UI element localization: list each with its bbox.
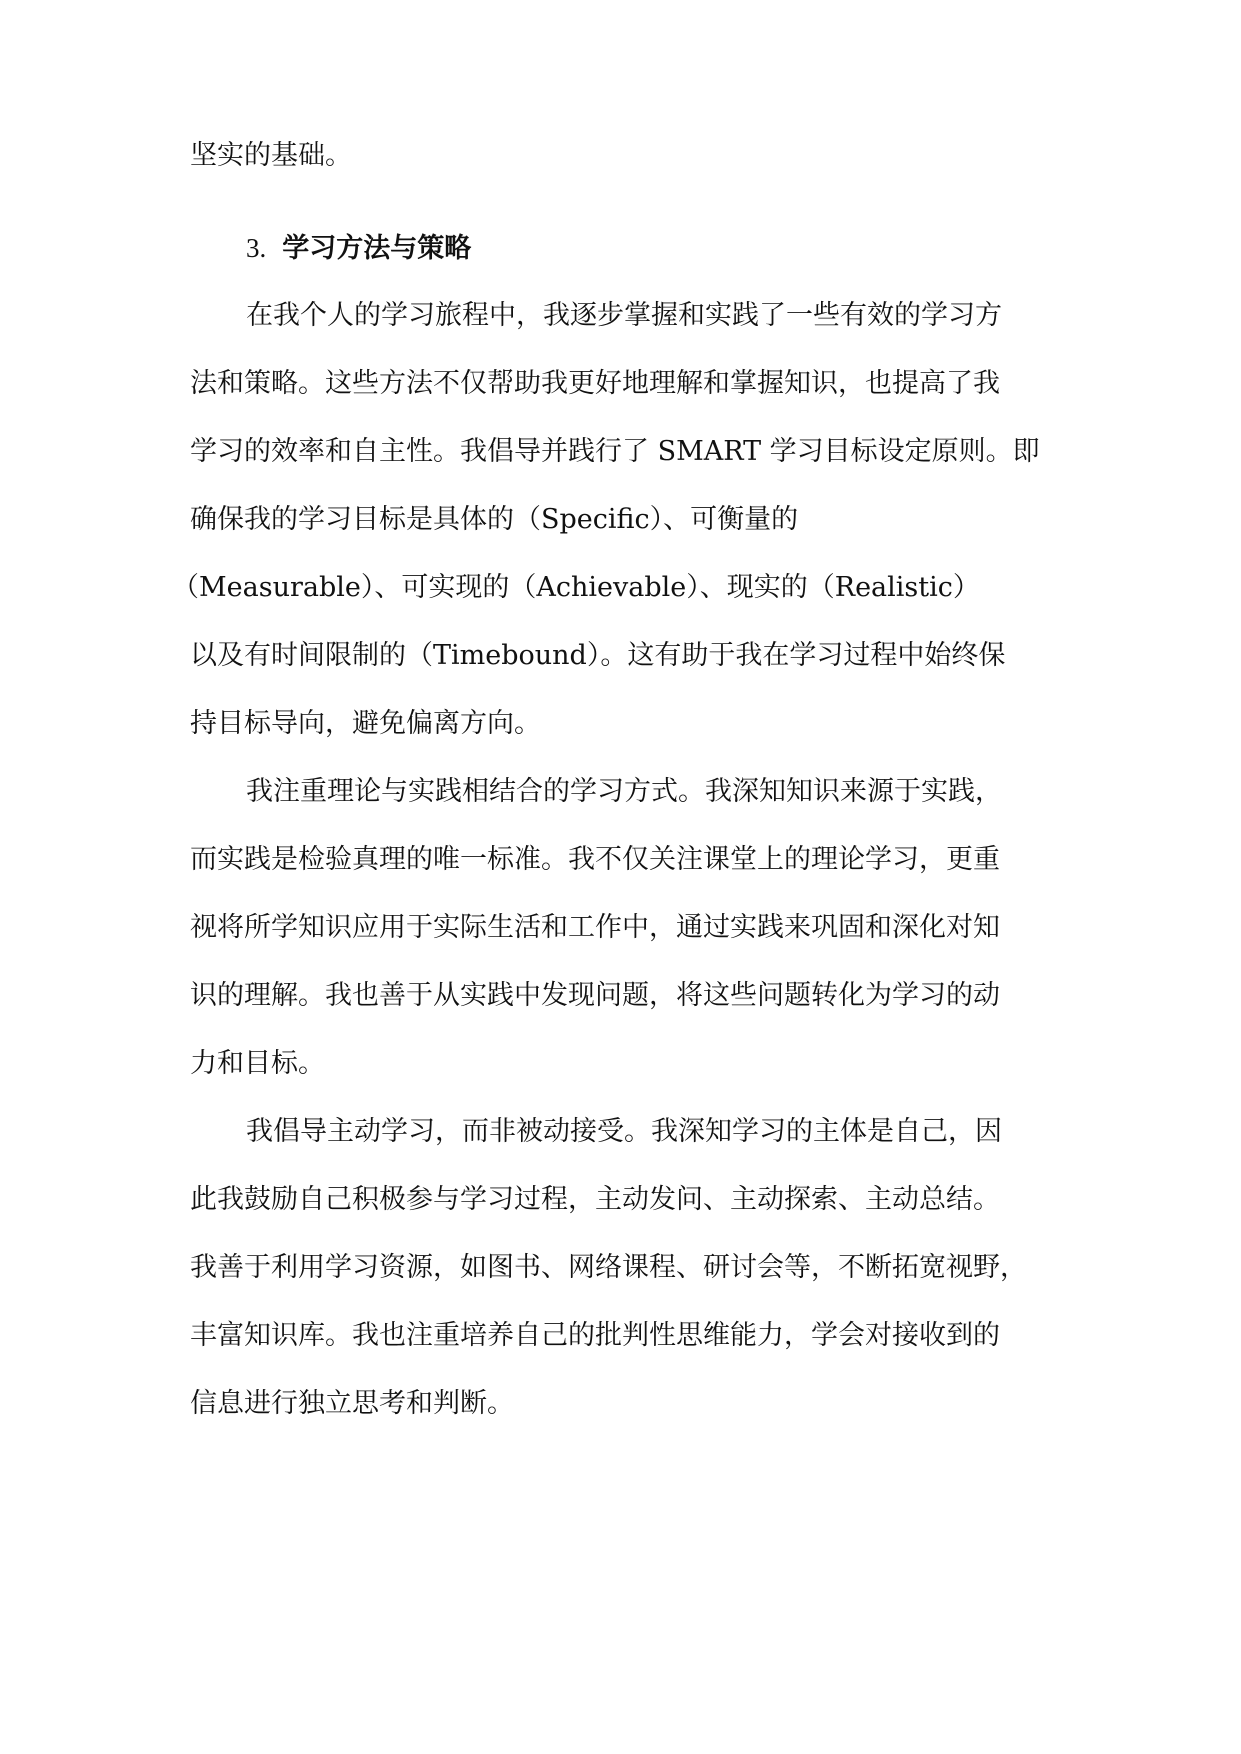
- paragraph-3-line-1: 我倡导主动学习，而非被动接受。我深知学习的主体是自己，因: [246, 1116, 1002, 1147]
- paragraph-3-line-5: 信息进行独立思考和判断。: [190, 1388, 514, 1419]
- paragraph-1-line-2: 法和策略。这些方法不仅帮助我更好地理解和掌握知识，也提高了我: [190, 368, 1000, 399]
- section-number: 3.: [246, 233, 267, 263]
- section-heading: [246, 228, 471, 269]
- paragraph-1-line-7: 持目标导向，避免偏离方向。: [190, 708, 541, 739]
- paragraph-2-line-4: 识的理解。我也善于从实践中发现问题，将这些问题转化为学习的动: [190, 980, 1000, 1011]
- paragraph-2-line-2: 而实践是检验真理的唯一标准。我不仅关注课堂上的理论学习，更重: [190, 844, 1000, 875]
- paragraph-3-line-3: 我善于利用学习资源，如图书、网络课程、研讨会等，不断拓宽视野，: [190, 1252, 1027, 1283]
- paragraph-1-line-4: 确保我的学习目标是具体的（Specific）、可衡量的: [190, 504, 799, 535]
- paragraph-3-line-2: 此我鼓励自己积极参与学习过程，主动发问、主动探索、主动总结。: [190, 1184, 1000, 1215]
- section-title: 学习方法与策略: [282, 233, 472, 264]
- paragraph-1-line-3: 学习的效率和自主性。我倡导并践行了 SMART 学习目标设定原则。即: [190, 436, 1040, 467]
- paragraph-continuation-line: 坚实的基础。: [190, 140, 352, 171]
- paragraph-3-line-4: 丰富知识库。我也注重培养自己的批判性思维能力，学会对接收到的: [190, 1320, 1000, 1351]
- paragraph-2-line-3: 视将所学知识应用于实际生活和工作中，通过实践来巩固和深化对知: [190, 912, 1000, 943]
- paragraph-2-line-5: 力和目标。: [190, 1048, 325, 1079]
- paragraph-2-line-1: 我注重理论与实践相结合的学习方式。我深知知识来源于实践，: [246, 776, 1002, 807]
- paragraph-1-line-5: （Measurable）、可实现的（Achievable）、现实的（Realistic）: [172, 572, 980, 603]
- paragraph-1-line-6: 以及有时间限制的（Timebound）。这有助于我在学习过程中始终保: [190, 640, 1006, 671]
- paragraph-1-line-1: 在我个人的学习旅程中，我逐步掌握和实践了一些有效的学习方: [246, 300, 1002, 331]
